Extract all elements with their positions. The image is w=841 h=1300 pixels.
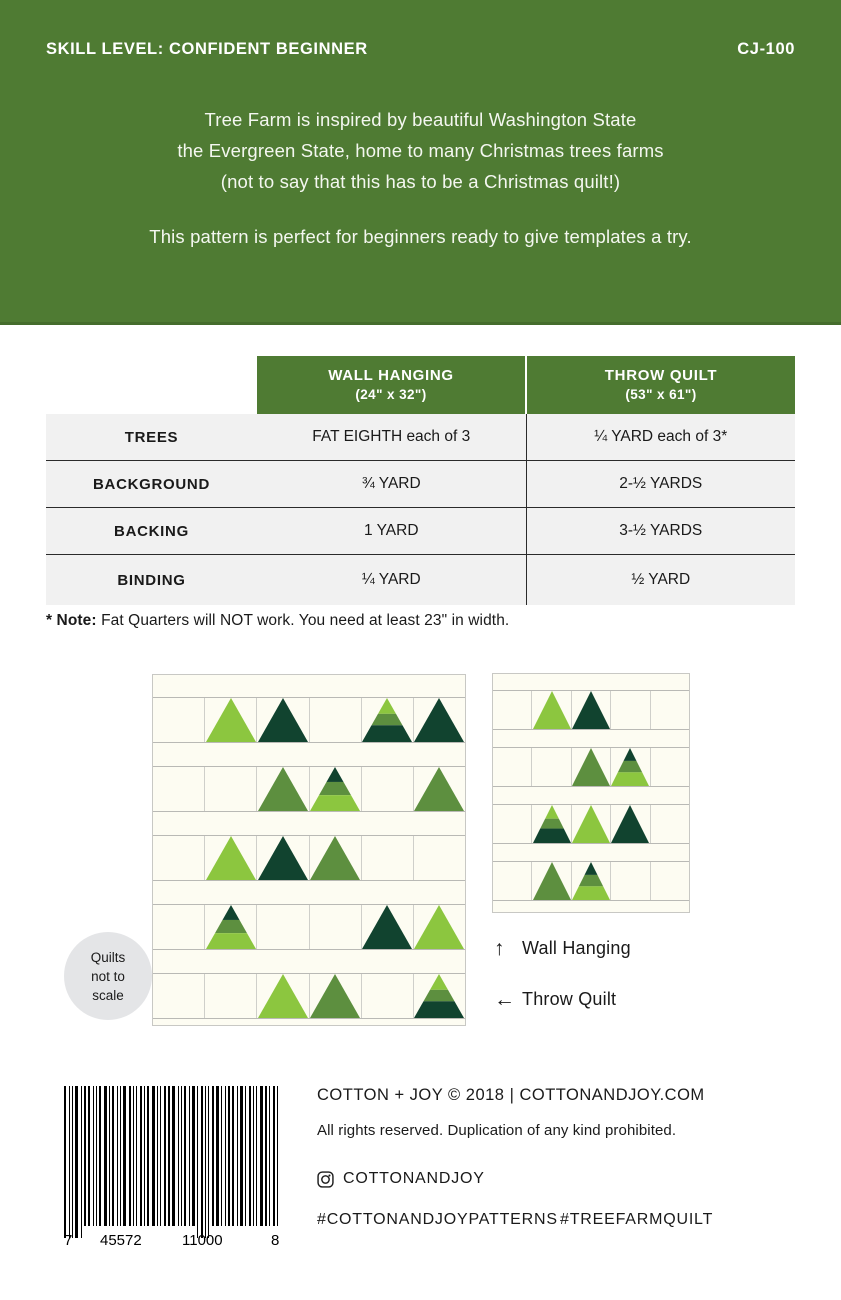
tree-light bbox=[572, 805, 610, 843]
quilt-cell bbox=[205, 836, 257, 880]
tree-striped-inv bbox=[310, 767, 360, 811]
quilt-cell bbox=[362, 698, 414, 742]
quilt-cell bbox=[651, 691, 689, 729]
barcode-bar bbox=[84, 1086, 86, 1226]
quilt-cell bbox=[572, 862, 611, 900]
intro-paragraph bbox=[0, 104, 841, 252]
barcode-bar bbox=[164, 1086, 166, 1226]
quilt-cell bbox=[611, 691, 650, 729]
barcode-bar bbox=[136, 1086, 137, 1226]
barcode-bar bbox=[96, 1086, 97, 1226]
barcode-bar bbox=[277, 1086, 278, 1226]
wall-hanging-diagram bbox=[492, 673, 690, 913]
scale-bubble-line-2: not to bbox=[91, 968, 125, 984]
quilt-cell bbox=[362, 905, 414, 949]
quilt-cell bbox=[362, 836, 414, 880]
row-label-background: BACKGROUND bbox=[46, 461, 257, 508]
note-marker: * Note: bbox=[46, 612, 97, 629]
tree-dark bbox=[611, 805, 649, 843]
note-text: Fat Quarters will NOT work. You need at least 23" in width. bbox=[96, 612, 510, 629]
quilt-cell bbox=[493, 805, 532, 843]
throw-quilt-grid bbox=[153, 675, 465, 1025]
quilt-cell bbox=[310, 905, 362, 949]
header-top-row bbox=[46, 40, 795, 59]
quilt-cell bbox=[611, 805, 650, 843]
barcode-bar bbox=[72, 1086, 73, 1238]
tree-medium bbox=[414, 767, 464, 811]
barcode-digit-right: 11000 bbox=[182, 1232, 223, 1249]
barcode-bar bbox=[75, 1086, 78, 1238]
tree-dark bbox=[572, 691, 610, 729]
not-to-scale-bubble bbox=[64, 932, 152, 1020]
table-header-throw-quilt-title: THROW QUILT bbox=[604, 367, 718, 384]
quilt-cell bbox=[153, 836, 205, 880]
quilt-cell bbox=[153, 974, 205, 1018]
quilt-cell bbox=[257, 974, 309, 1018]
legend-label-throw-quilt: Throw Quilt bbox=[522, 989, 617, 1009]
quilt-cell bbox=[257, 767, 309, 811]
barcode-bar bbox=[133, 1086, 134, 1226]
quilt-cell bbox=[611, 862, 650, 900]
quilt-cell bbox=[651, 862, 689, 900]
quilt-cell bbox=[572, 748, 611, 786]
quilt-cell bbox=[414, 974, 465, 1018]
quilt-cell bbox=[205, 974, 257, 1018]
quilt-cell bbox=[257, 836, 309, 880]
intro-closing-line: This pattern is perfect for beginners ready to give templates a try. bbox=[149, 226, 692, 247]
cell-trees-throw: ¼ YARD each of 3* bbox=[526, 414, 795, 461]
barcode-bar bbox=[117, 1086, 118, 1226]
barcode-bar bbox=[69, 1086, 70, 1238]
arrow-left-icon: ← bbox=[494, 988, 516, 1011]
barcode-bar bbox=[140, 1086, 142, 1226]
instagram-handle: COTTONANDJOY bbox=[343, 1170, 485, 1187]
quilt-cell bbox=[414, 767, 465, 811]
barcode-bar bbox=[253, 1086, 254, 1226]
barcode-bar bbox=[112, 1086, 114, 1226]
row-label-trees: TREES bbox=[46, 414, 257, 461]
quilt-cell bbox=[362, 974, 414, 1018]
quilt-cell bbox=[257, 698, 309, 742]
table-header-wall-hanging-size: (24" x 32") bbox=[355, 387, 427, 402]
barcode-bar bbox=[197, 1086, 198, 1238]
diagram-legend bbox=[494, 938, 774, 1040]
header-green-band bbox=[0, 0, 841, 325]
barcode-bar bbox=[104, 1086, 107, 1226]
cell-backing-wall: 1 YARD bbox=[257, 508, 526, 555]
tree-light bbox=[258, 974, 308, 1018]
barcode-bar bbox=[245, 1086, 246, 1226]
tree-medium bbox=[572, 748, 610, 786]
quilt-cell bbox=[493, 862, 532, 900]
tree-medium bbox=[310, 836, 360, 880]
barcode-bars bbox=[64, 1086, 282, 1238]
footer-text-block bbox=[317, 1086, 807, 1229]
barcode-bar bbox=[64, 1086, 66, 1238]
cell-background-wall: ¾ YARD bbox=[257, 461, 526, 508]
tree-medium bbox=[258, 767, 308, 811]
tree-striped bbox=[362, 698, 412, 742]
quilt-row bbox=[153, 697, 465, 743]
instagram-row[interactable] bbox=[317, 1170, 807, 1188]
barcode-bar bbox=[265, 1086, 267, 1226]
barcode-digit-lead: 7 bbox=[64, 1232, 73, 1249]
row-label-backing: BACKING bbox=[46, 508, 257, 555]
barcode-bar bbox=[256, 1086, 257, 1226]
intro-spacer bbox=[0, 197, 841, 221]
quilt-cell bbox=[310, 767, 362, 811]
tree-light bbox=[206, 836, 256, 880]
barcode-bar bbox=[93, 1086, 94, 1226]
table-header-wall-hanging-title: WALL HANGING bbox=[328, 367, 454, 384]
barcode-digit-left: 45572 bbox=[100, 1232, 142, 1249]
quilt-cell bbox=[532, 862, 571, 900]
barcode bbox=[64, 1086, 282, 1238]
tree-striped-inv bbox=[206, 905, 256, 949]
barcode-bar bbox=[225, 1086, 226, 1226]
materials-table-wrapper bbox=[46, 356, 795, 605]
quilt-cell bbox=[414, 905, 465, 949]
quilt-cell bbox=[310, 974, 362, 1018]
table-header-row bbox=[46, 356, 795, 414]
barcode-bar bbox=[221, 1086, 222, 1226]
quilt-cell bbox=[257, 905, 309, 949]
barcode-bar bbox=[269, 1086, 270, 1226]
tree-striped-inv bbox=[611, 748, 649, 786]
tree-dark bbox=[258, 836, 308, 880]
barcode-bar bbox=[172, 1086, 175, 1226]
barcode-bar bbox=[232, 1086, 234, 1226]
quilt-row bbox=[153, 766, 465, 812]
barcode-bar bbox=[99, 1086, 101, 1226]
barcode-bar bbox=[237, 1086, 238, 1226]
barcode-bar bbox=[205, 1086, 206, 1238]
cell-trees-wall: FAT EIGHTH each of 3 bbox=[257, 414, 526, 461]
tree-striped-inv bbox=[572, 862, 610, 900]
barcode-bar bbox=[212, 1086, 214, 1226]
barcode-bar bbox=[147, 1086, 149, 1226]
arrow-up-icon: ↑ bbox=[494, 937, 505, 960]
barcode-bar bbox=[192, 1086, 195, 1226]
barcode-bar bbox=[181, 1086, 182, 1226]
tree-dark bbox=[258, 698, 308, 742]
barcode-bar bbox=[273, 1086, 275, 1226]
legend-item-throw-quilt bbox=[494, 989, 774, 1010]
throw-quilt-diagram bbox=[152, 674, 466, 1026]
barcode-bar bbox=[81, 1086, 82, 1238]
tree-dark bbox=[362, 905, 412, 949]
tree-medium bbox=[310, 974, 360, 1018]
tree-striped bbox=[533, 805, 571, 843]
quilt-cell bbox=[572, 805, 611, 843]
intro-line-2: the Evergreen State, home to many Christmas trees farms bbox=[177, 140, 664, 161]
quilt-cell bbox=[414, 836, 465, 880]
table-header-throw-quilt-size: (53" x 61") bbox=[625, 387, 697, 402]
quilt-cell bbox=[651, 805, 689, 843]
table-row bbox=[46, 461, 795, 508]
cell-binding-wall: ¼ YARD bbox=[257, 555, 526, 606]
tree-light bbox=[414, 905, 464, 949]
quilt-cell bbox=[532, 691, 571, 729]
cell-backing-throw: 3-½ YARDS bbox=[526, 508, 795, 555]
legend-label-wall-hanging: Wall Hanging bbox=[522, 938, 631, 958]
quilt-row bbox=[493, 804, 689, 844]
table-row bbox=[46, 555, 795, 606]
barcode-bar bbox=[120, 1086, 121, 1226]
table-header-throw-quilt bbox=[526, 356, 795, 414]
barcode-bar bbox=[184, 1086, 186, 1226]
pattern-code-label: CJ-100 bbox=[737, 40, 795, 58]
barcode-bar bbox=[152, 1086, 155, 1226]
tree-dark bbox=[414, 698, 464, 742]
quilt-cell bbox=[493, 691, 532, 729]
barcode-digits bbox=[64, 1232, 290, 1252]
barcode-bar bbox=[144, 1086, 145, 1226]
scale-bubble-line-1: Quilts bbox=[90, 949, 126, 965]
barcode-bar bbox=[189, 1086, 190, 1226]
tree-light bbox=[533, 691, 571, 729]
barcode-bar bbox=[123, 1086, 126, 1226]
quilt-cell bbox=[205, 905, 257, 949]
table-row bbox=[46, 414, 795, 461]
barcode-bar bbox=[129, 1086, 131, 1226]
tree-striped bbox=[414, 974, 464, 1018]
quilt-cell bbox=[153, 905, 205, 949]
barcode-bar bbox=[260, 1086, 263, 1226]
quilt-cell bbox=[651, 748, 689, 786]
cell-binding-throw: ½ YARD bbox=[526, 555, 795, 606]
quilt-row bbox=[153, 973, 465, 1019]
quilt-cell bbox=[310, 836, 362, 880]
intro-line-3: (not to say that this has to be a Christmas quilt!) bbox=[220, 171, 621, 192]
barcode-bar bbox=[178, 1086, 179, 1226]
quilt-cell bbox=[532, 748, 571, 786]
barcode-bar bbox=[160, 1086, 161, 1226]
barcode-bar bbox=[201, 1086, 203, 1238]
barcode-bar bbox=[109, 1086, 110, 1226]
rights-line: All rights reserved. Duplication of any kind prohibited. bbox=[317, 1122, 677, 1139]
barcode-bar bbox=[249, 1086, 251, 1226]
row-label-binding: BINDING bbox=[46, 555, 257, 606]
materials-table bbox=[46, 356, 795, 605]
quilt-row bbox=[493, 690, 689, 730]
quilt-cell bbox=[572, 691, 611, 729]
instagram-icon bbox=[317, 1171, 334, 1188]
hashtag-treefarm: #TREEFARMQUILT bbox=[560, 1211, 714, 1228]
quilt-cell bbox=[205, 767, 257, 811]
barcode-bar bbox=[216, 1086, 219, 1226]
table-header-blank bbox=[46, 356, 257, 414]
quilt-cell bbox=[414, 698, 465, 742]
tree-medium bbox=[533, 862, 571, 900]
barcode-bar bbox=[240, 1086, 243, 1226]
cell-background-throw: 2-½ YARDS bbox=[526, 461, 795, 508]
barcode-bar bbox=[168, 1086, 170, 1226]
quilt-cell bbox=[362, 767, 414, 811]
quilt-cell bbox=[205, 698, 257, 742]
barcode-bar bbox=[157, 1086, 158, 1226]
table-row bbox=[46, 508, 795, 555]
barcode-bar bbox=[228, 1086, 230, 1226]
barcode-bar bbox=[88, 1086, 90, 1226]
quilt-cell bbox=[310, 698, 362, 742]
quilt-row bbox=[153, 904, 465, 950]
intro-line-1: Tree Farm is inspired by beautiful Washington State bbox=[204, 109, 637, 130]
quilt-cell bbox=[611, 748, 650, 786]
quilt-row bbox=[493, 747, 689, 787]
quilt-cell bbox=[532, 805, 571, 843]
quilt-cell bbox=[153, 698, 205, 742]
quilt-cell bbox=[493, 748, 532, 786]
copyright-line: COTTON + JOY © 2018 | COTTONANDJOY.COM bbox=[317, 1086, 705, 1104]
quilt-row bbox=[153, 835, 465, 881]
hashtag-row bbox=[317, 1211, 807, 1229]
legend-item-wall-hanging bbox=[494, 938, 774, 959]
table-header-wall-hanging bbox=[257, 356, 526, 414]
scale-bubble-line-3: scale bbox=[92, 987, 124, 1003]
quilt-cell bbox=[153, 767, 205, 811]
skill-level-label: SKILL LEVEL: CONFIDENT BEGINNER bbox=[46, 40, 368, 58]
hashtag-patterns: #COTTONANDJOYPATTERNS bbox=[317, 1211, 558, 1228]
barcode-digit-trail: 8 bbox=[271, 1232, 280, 1249]
quilt-row bbox=[493, 861, 689, 901]
barcode-bar bbox=[208, 1086, 209, 1238]
fat-quarter-note bbox=[46, 612, 509, 630]
tree-light bbox=[206, 698, 256, 742]
wall-hanging-grid bbox=[493, 674, 689, 912]
